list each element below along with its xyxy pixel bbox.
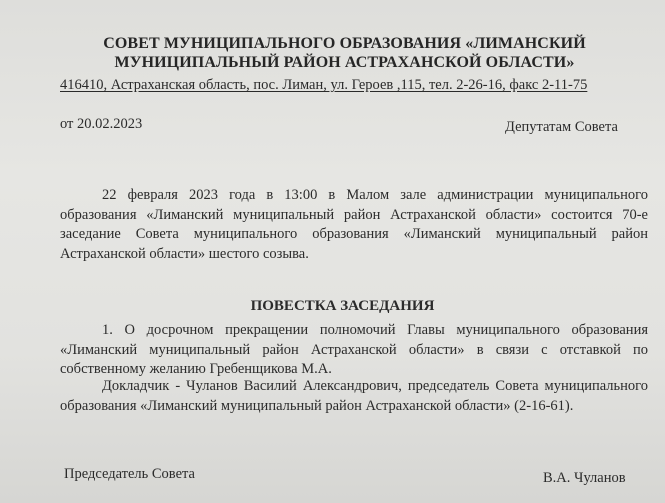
agenda-item: 1. О досрочном прекращении полномочий Главы муниципального образования «Лиманский муниципальный район Астраханской области» в связи с отставкой по собственному желанию Гребенщикова М.А.	[60, 322, 648, 377]
intro-paragraph: 22 февраля 2023 года в 13:00 в Малом зале администрации муниципального образования «Лиманский муниципальный район Астраханской области» состоится 70-е заседание Совета муниципального образования «Лиманский муниципальный район Астраханской области» шестого созыва.	[60, 187, 648, 262]
header-address: 416410, Астраханская область, пос. Лиман, ул. Героев ,115, тел. 2-26-16, факс 2-11-75	[60, 77, 588, 93]
agenda-item-reporter: Докладчик - Чуланов Василий Александрович, председатель Совета муниципального образования «Лиманский муниципальный район Астраханской области» (2-16-61).	[60, 378, 648, 414]
signature-name: В.А. Чуланов	[543, 470, 626, 486]
document-date: от 20.02.2023	[60, 116, 143, 132]
agenda-title: ПОВЕСТКА ЗАСЕДАНИЯ	[250, 298, 435, 314]
signature-position: Председатель Совета	[64, 466, 195, 482]
header-title-line1: СОВЕТ МУНИЦИПАЛЬНОГО ОБРАЗОВАНИЯ «ЛИМАНСКИЙ	[103, 35, 586, 52]
header-title-line2: МУНИЦИПАЛЬНЫЙ РАЙОН АСТРАХАНСКОЙ ОБЛАСТИ»	[114, 54, 575, 71]
document-recipient: Депутатам Совета	[505, 119, 618, 135]
